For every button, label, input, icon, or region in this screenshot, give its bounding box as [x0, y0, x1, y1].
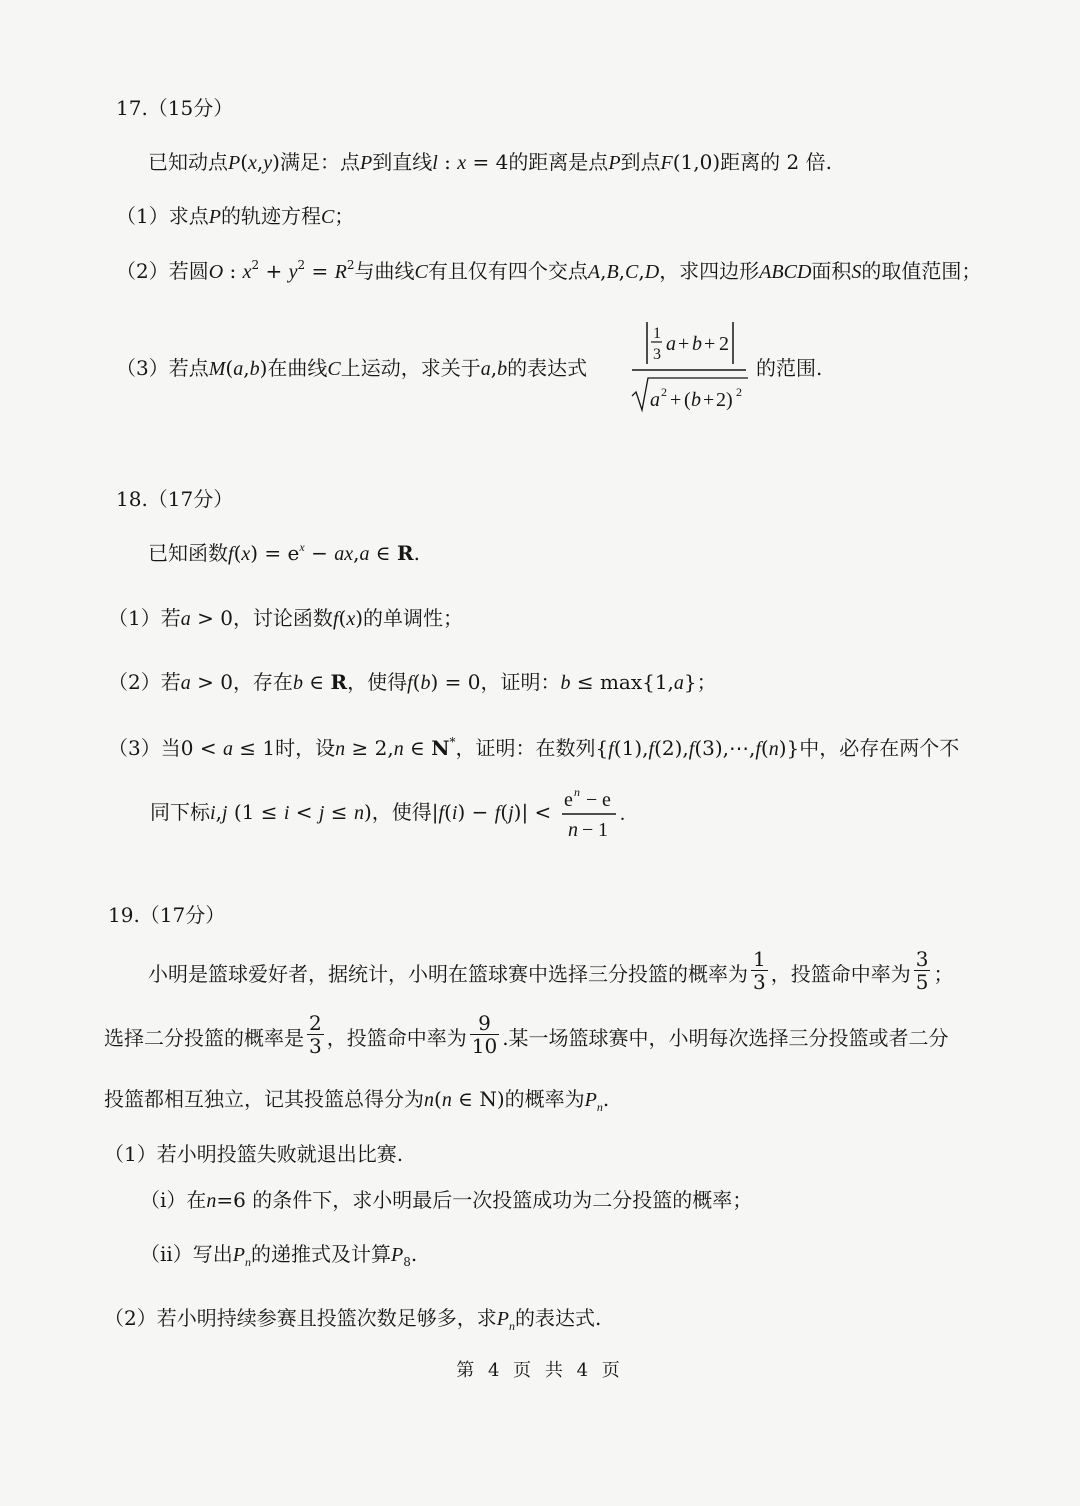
- q19-part2: （2）若小明持续参赛且投篮次数足够多，求$P_n$的表达式.: [104, 1306, 602, 1333]
- q19-stem-line1: 小明是篮球爱好者，据统计，小明在篮球赛中选择三分投篮的概率为 $\frac{1}{3}$ ，投篮命中率为 $\frac{3}{5}$ ；: [148, 947, 954, 994]
- q18-stem: 已知函数$f(x) = e^x - ax,a$ ∈ R.: [148, 540, 420, 565]
- q18-part2: （2）若a > 0，存在b ∈ R，使得f(b) = 0，证明：b ≤ max{1,a}；: [108, 670, 717, 694]
- q19-stem-line3: 投篮都相互独立，记其投篮总得分为n(n ∈ N)的概率为$P_n$.: [104, 1087, 610, 1114]
- svg-text:2: 2: [719, 333, 729, 355]
- svg-text:a: a: [666, 333, 676, 355]
- svg-text:e: e: [602, 789, 611, 811]
- q17-part3: （3）若点M(a,b)在曲线C上运动，求关于a,b的表达式: [116, 356, 588, 380]
- frac-one: 1: [653, 325, 661, 342]
- q19-part1: （1）若小明投篮失败就退出比赛.: [104, 1142, 404, 1166]
- q17-heading: 17.（15分）: [116, 96, 234, 120]
- svg-text:e: e: [564, 789, 573, 811]
- q18-part3: （3）当0 < a ≤ 1时，设n ≥ 2,n ∈ N*，证明：在数列{f(1),f(2),f(3),⋯,f(n)}中，必存在两个不: [108, 735, 960, 760]
- q18-part1: （1）若a > 0，讨论函数f(x)的单调性；: [108, 606, 464, 630]
- q19-heading: 19.（17分）: [108, 903, 226, 927]
- svg-text:a: a: [650, 389, 660, 411]
- svg-text:2): 2): [716, 389, 733, 411]
- q18-bound-fraction: [558, 784, 628, 842]
- svg-text:n: n: [574, 785, 580, 799]
- svg-text:.: .: [620, 803, 625, 825]
- q17-expression-fraction: [626, 318, 754, 416]
- svg-text:b: b: [691, 389, 701, 411]
- svg-text:+: +: [678, 333, 690, 355]
- q18-heading: 18.（17分）: [116, 487, 234, 511]
- q17-part2: （2）若圆O : $x^2 + y^2 = R^2$与曲线C有且仅有四个交点A,B,C,D，求四边形ABCD面积S的取值范围；: [116, 258, 982, 283]
- svg-text:b: b: [692, 333, 702, 355]
- frac-three: 3: [653, 346, 661, 363]
- svg-text:2: 2: [736, 385, 742, 399]
- svg-text:(: (: [684, 389, 691, 411]
- q18-part3-cont: 同下标i,j (1 ≤ i < j ≤ n)，使得|f(i) − f(j)| <: [150, 800, 552, 824]
- svg-text:1: 1: [598, 819, 608, 841]
- svg-text:+: +: [670, 389, 682, 411]
- svg-text:−: −: [582, 819, 594, 841]
- page-footer: 第 4 页 共 4 页: [456, 1360, 624, 1381]
- q19-part1-i: （i）在n=6 的条件下，求小明最后一次投篮成功为二分投篮的概率；: [140, 1188, 753, 1212]
- q17-stem: 已知动点P(x,y)满足：点P到直线l : x = 4的距离是点P到点F(1,0)距离的 2 倍.: [148, 150, 832, 174]
- q17-part1: （1）求点P的轨迹方程C；: [116, 204, 355, 228]
- svg-text:+: +: [704, 333, 716, 355]
- svg-text:2: 2: [661, 385, 667, 399]
- svg-text:−: −: [586, 789, 598, 811]
- svg-text:+: +: [703, 389, 715, 411]
- q17-part3-tail: 的范围.: [756, 356, 823, 380]
- svg-text:n: n: [568, 819, 578, 841]
- q19-stem-line2: 选择二分投篮的概率是 $\frac{2}{3}$ ，投篮命中率为 $\frac{9}{10}$ .某一场篮球赛中，小明每次选择三分投篮或者二分: [104, 1011, 949, 1058]
- q19-part1-ii: （ii）写出$P_n$的递推式及计算$P_8$.: [140, 1242, 418, 1269]
